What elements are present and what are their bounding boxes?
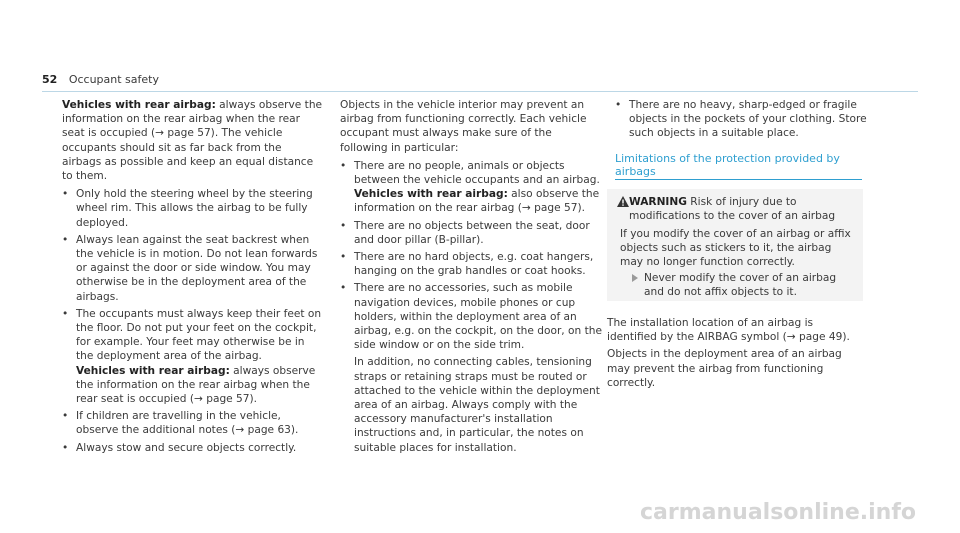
bullet-icon: • (340, 219, 347, 232)
list-item-text: There are no accessories, such as mobile navigation devices, mobile phones or cup holders, within the deployment area of an airbag, e.g. on the cockpit, on the door, on the side window or on the side trim. (354, 282, 602, 352)
warning-title: Risk of injury due to modifications to the cover of an airbag (629, 196, 836, 223)
bullet-icon: • (340, 282, 347, 295)
list-item-text: Only hold the steering wheel by the steering wheel rim. This allows the airbag to be fully deployed. (76, 188, 313, 229)
bullet-icon: • (340, 251, 347, 264)
col2-list (340, 159, 602, 455)
list-item (340, 219, 602, 247)
warning-instruction-text: Never modify the cover of an airbag and do not affix objects to it. (644, 272, 837, 299)
list-item (340, 250, 602, 278)
col1-intro-bold: Vehicles with rear airbag: (62, 99, 216, 111)
column-3 (615, 98, 870, 141)
bullet-icon: • (62, 410, 69, 423)
list-item (62, 233, 324, 304)
col3-list (615, 98, 870, 141)
warning-triangle-icon (617, 196, 629, 207)
col3-para-1: The installation location of an airbag is identified by the AIRBAG symbol (→ page 49). (607, 317, 850, 344)
list-item (340, 159, 602, 216)
warning-label: WARNING (629, 196, 687, 208)
list-item (615, 98, 870, 141)
col2-extra-note: In addition, no connecting cables, tensioning straps or retaining straps must be routed or attached to the vehicle within the deployment area of an airbag. Always comply with the accessory manufacturer's installation instructions and, in particular, the notes on suitable places for installation. (354, 356, 600, 454)
list-item-text: Always lean against the seat backrest when the vehicle is in motion. Do not lean forwards or against the door or side window. You may otherwise be in the deployment area of the airbags. (76, 233, 318, 303)
section-heading: Limitations of the protection provided by airbags (615, 152, 862, 180)
list-item-text: There are no people, animals or objects between the vehicle occupants and an airbag. (354, 159, 600, 187)
col1-sub-note (76, 364, 324, 407)
list-item-text: There are no objects between the seat, door and door pillar (B-pillar). (354, 219, 590, 246)
col2-sub-bold: Vehicles with rear airbag: (354, 188, 508, 201)
list-item (340, 281, 602, 454)
section-name: Occupant safety (68, 73, 159, 86)
list-item-text: Always stow and secure objects correctly. (76, 441, 297, 454)
warning-heading (629, 195, 854, 223)
column-1 (62, 98, 324, 458)
col1-sub-text: always observe the information on the rear airbag when the rear seat is occupied (→ page 57). (76, 364, 316, 406)
bullet-icon: • (62, 307, 69, 320)
page-header (42, 73, 159, 86)
watermark: carmanualsonline.info (640, 500, 916, 525)
col1-intro-text: always observe the information on the rear airbag when the rear seat is occupied (→ page 57). The vehicle occupants should sit as far back from the airbags as possible and keep an equal distance to them. (62, 99, 323, 183)
warning-box (607, 189, 863, 301)
col2-sub-note (354, 187, 602, 215)
col2-intro: Objects in the vehicle interior may prevent an airbag from functioning correctly. Each vehicle occupant must always make sure of the following in particular: (340, 99, 587, 154)
list-item (62, 307, 324, 406)
list-item-text: There are no heavy, sharp-edged or fragile objects in the pockets of your clothing. Store such objects in a suitable place. (629, 99, 867, 140)
instruction-arrow-icon (632, 274, 638, 282)
warning-instruction (620, 271, 855, 299)
bullet-icon: • (615, 99, 622, 111)
list-item (62, 187, 324, 230)
list-item-text: The occupants must always keep their feet on the floor. Do not put your feet on the cockpit, for example. Your feet may otherwise be in the deployment area of the airbag. (76, 307, 322, 363)
col1-list (62, 187, 324, 455)
bullet-icon: • (340, 159, 347, 172)
list-item (62, 409, 324, 437)
page-number: 52 (42, 73, 58, 86)
warning-body: If you modify the cover of an airbag or affix objects such as stickers to it, the airbag may no longer function correctly. (620, 228, 851, 269)
bullet-icon: • (62, 441, 69, 454)
header-rule (42, 91, 918, 92)
column-2 (340, 98, 602, 458)
col3-paragraphs (607, 316, 863, 393)
col3-para-2: Objects in the deployment area of an airbag may prevent the airbag from functioning correctly. (607, 348, 842, 389)
list-item (62, 441, 324, 455)
list-item-text: There are no hard objects, e.g. coat hangers, hanging on the grab handles or coat hooks. (354, 251, 594, 278)
bullet-icon: • (62, 188, 69, 201)
col1-intro (62, 98, 324, 183)
col1-sub-bold: Vehicles with rear airbag: (76, 364, 230, 377)
col2-sub-text: also observe the information on the rear airbag (→ page 57). (354, 188, 600, 215)
bullet-icon: • (62, 233, 69, 246)
list-item-text: If children are travelling in the vehicle, observe the additional notes (→ page 63). (76, 410, 299, 437)
